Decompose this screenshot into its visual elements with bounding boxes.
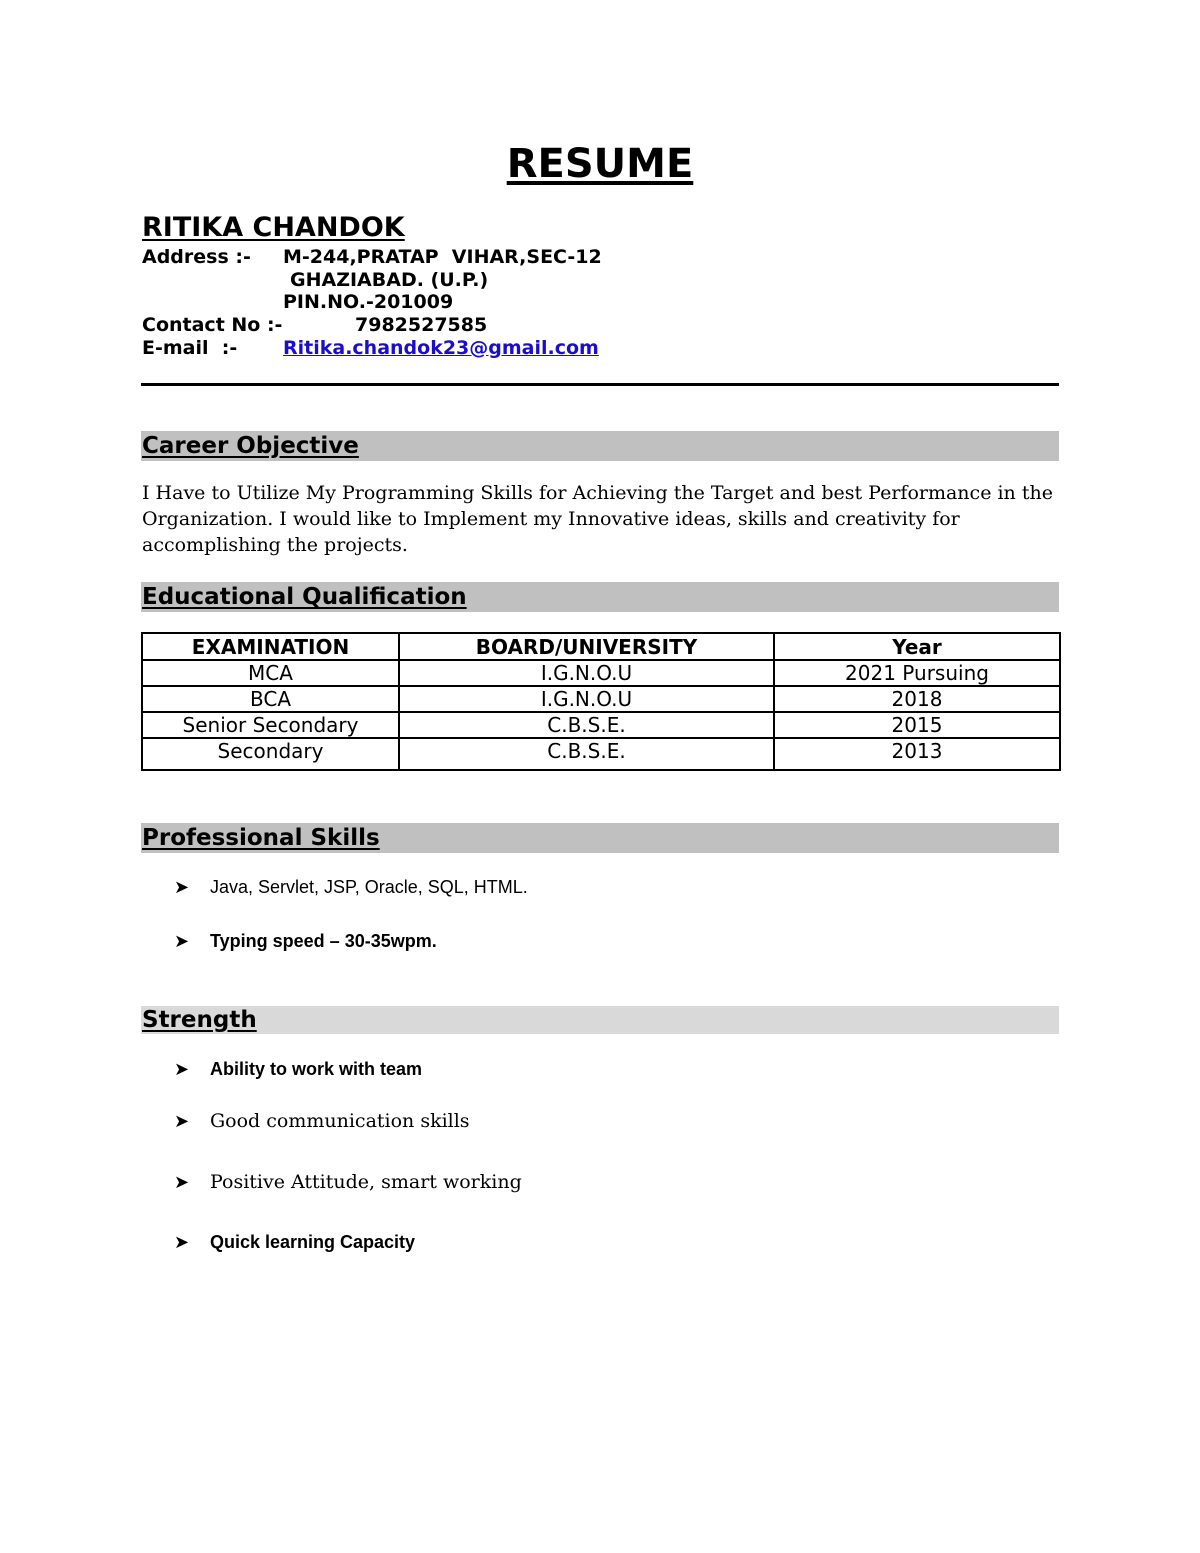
arrow-bullet-icon: ➤ [174,1111,190,1132]
table-cell: MCA [142,660,399,686]
table-row [142,712,1060,738]
table-cell: 2021 Pursuing [774,660,1060,686]
table-row [142,660,1060,686]
education-header [141,582,1059,612]
table-row [142,686,1060,712]
phone-value: 7982527585 [355,314,488,336]
list-item [174,931,437,952]
table-cell: I.G.N.O.U [399,686,774,712]
table-cell: C.B.S.E. [399,712,774,738]
arrow-bullet-icon: ➤ [174,1172,190,1193]
list-item [174,1171,522,1193]
education-table [141,632,1061,771]
arrow-bullet-icon: ➤ [174,1059,190,1080]
table-cell: 2018 [774,686,1060,712]
arrow-bullet-icon: ➤ [174,931,190,952]
list-item [174,877,528,898]
education-heading: Educational Qualification [142,584,467,610]
strength-header [141,1006,1059,1034]
column-header: BOARD/UNIVERSITY [399,633,774,660]
table-cell: 2013 [774,738,1060,770]
address-line-3: PIN.NO.-201009 [283,291,454,313]
strength-text: Ability to work with team [210,1059,423,1079]
table-cell: BCA [142,686,399,712]
career-objective-header [141,431,1059,461]
table-cell: Senior Secondary [142,712,399,738]
professional-skills-heading: Professional Skills [142,825,380,851]
column-header: EXAMINATION [142,633,399,660]
table-row [142,738,1060,770]
strength-heading: Strength [142,1007,257,1033]
address-line-2: GHAZIABAD. (U.P.) [290,269,489,291]
career-objective-text: I Have to Utilize My Programming Skills for Achieving the Target and best Performance in the Organization. I would like to Implement my Innovative ideas, skills and creativity for accomplishing the projects. [142,482,1053,556]
list-item [174,1110,470,1132]
career-objective-heading: Career Objective [142,433,359,459]
address-line-1: M-244,PRATAP VIHAR,SEC-12 [283,246,602,268]
resume-title: RESUME [506,141,694,187]
table-cell: C.B.S.E. [399,738,774,770]
arrow-bullet-icon: ➤ [174,877,190,898]
address-label: Address :- [142,246,251,268]
list-item [174,1059,422,1080]
email-link[interactable]: Ritika.chandok23@gmail.com [283,337,599,359]
candidate-name: RITIKA CHANDOK [142,212,405,243]
list-item [174,1232,415,1253]
arrow-bullet-icon: ➤ [174,1232,190,1253]
table-cell: Secondary [142,738,399,770]
table-cell: I.G.N.O.U [399,660,774,686]
strength-text: Positive Attitude, smart working [210,1171,522,1193]
skill-text: Typing speed – 30-35wpm. [210,931,437,951]
professional-skills-header [141,823,1059,853]
table-header-row [142,633,1060,660]
strength-text: Good communication skills [210,1110,470,1132]
column-header: Year [774,633,1060,660]
phone-label: Contact No :- [142,314,283,336]
table-cell: 2015 [774,712,1060,738]
skill-text: Java, Servlet, JSP, Oracle, SQL, HTML. [210,877,528,897]
header-divider [141,383,1059,386]
strength-text: Quick learning Capacity [210,1232,416,1252]
email-label: E-mail :- [142,337,238,359]
